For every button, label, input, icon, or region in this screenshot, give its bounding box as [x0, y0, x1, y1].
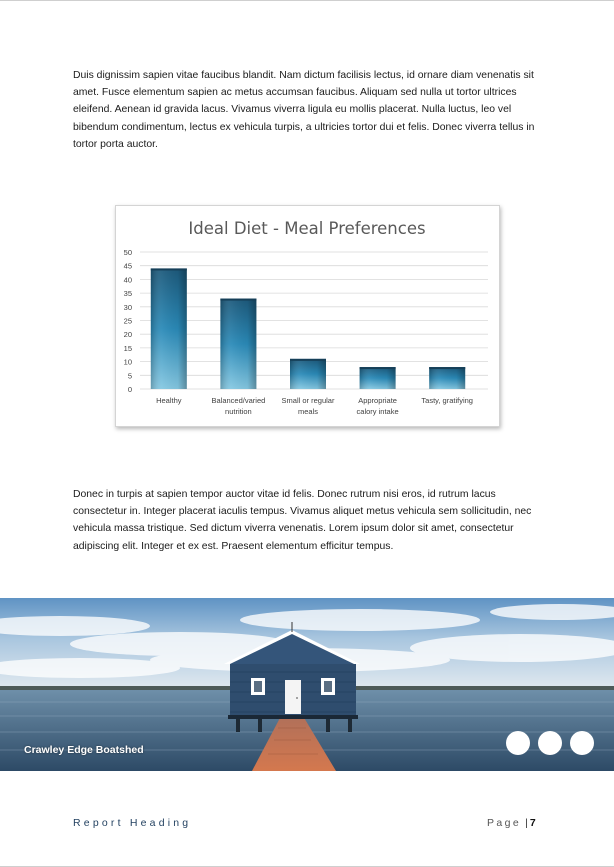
footer-page-number: [487, 817, 536, 829]
chart-y-tick-label: 25: [123, 316, 132, 326]
body-paragraph-2: Donec in turpis at sapien tempor auctor vitae id felis. Donec rutrum nisi eros, id rutrum lacus consectetur in. Integer placerat iaculis tempus. Vivamus aliquet metus vehicula sem sollicitudin, nec vehicula massa tristique. Sed dictum viverra venenatis. Lorem ipsum dolor sit amet, consectetur adipiscing elit. Integer et ex est. Praesent elementum efficitur tempus.: [73, 489, 532, 552]
footer-page-value: 7: [529, 817, 536, 829]
chart-x-tick-label: Appropriate: [358, 396, 397, 405]
chart-y-tick-label: 45: [123, 261, 132, 271]
chart-bar-top: [429, 367, 465, 369]
slide-indicators: [506, 731, 594, 755]
chart-bar-top: [290, 359, 326, 361]
chart-bar-top: [220, 299, 256, 301]
chart-x-tick-label: nutrition: [225, 407, 252, 416]
chart-y-tick-label: 50: [123, 248, 132, 257]
chart-x-tick-label: meals: [297, 407, 319, 416]
bar-chart: [115, 205, 500, 427]
chart-y-tick-label: 20: [123, 330, 132, 340]
photo-caption: Crawley Edge Boatshed: [24, 744, 144, 756]
chart-bars: [151, 268, 465, 389]
chart-x-tick-label: Small or regular: [281, 396, 335, 405]
chart-bar-shade: [151, 268, 187, 389]
slide-dot-3[interactable]: [570, 731, 594, 755]
slide-dot-2[interactable]: [538, 731, 562, 755]
slide-dot-1[interactable]: [506, 731, 530, 755]
bar-chart-svg: [116, 206, 499, 426]
chart-y-tick-label: 0: [127, 385, 132, 394]
chart-bar-top: [151, 268, 187, 270]
chart-x-axis: [156, 396, 473, 416]
chart-y-tick-label: 10: [123, 357, 132, 367]
chart-x-tick-label: Tasty, gratifying: [421, 396, 473, 405]
chart-bar-shade: [429, 367, 465, 389]
chart-bar-shade: [290, 359, 326, 389]
chart-bar-top: [360, 367, 396, 369]
chart-y-tick-label: 5: [127, 371, 132, 381]
chart-title: Ideal Diet - Meal Preferences: [188, 219, 426, 238]
footer-report-heading: Report Heading: [73, 817, 192, 829]
top-rule: [0, 0, 614, 1]
chart-bar-shade: [360, 367, 396, 389]
footer-page-label: Page: [487, 817, 522, 829]
chart-x-tick-label: calory intake: [356, 407, 399, 416]
chart-y-axis: [124, 248, 132, 394]
chart-y-tick-label: 35: [123, 289, 132, 299]
chart-x-tick-label: Balanced/varied: [211, 396, 266, 405]
chart-y-tick-label: 40: [123, 275, 132, 285]
chart-x-tick-label: Healthy: [156, 396, 182, 405]
chart-y-tick-label: 30: [123, 302, 132, 312]
footer-separator: |: [525, 817, 528, 829]
body-paragraph-1: Duis dignissim sapien vitae faucibus blandit. Nam dictum facilisis lectus, id ornare diam venenatis sit amet. Fusce elementum sapien ac metus accumsan faucibus. Aliquam sed nulla ut tortor ultrices eleifend. Aenean id gravida lacus. Vivamus viverra ligula eu mollis placerat. Nulla luctus, leo vel bibendum condimentum, lectus ex vehicula turpis, a ultricies tortor dui et felis. Donec viverra tellus in tortor porta auctor.: [73, 70, 535, 150]
chart-y-tick-label: 15: [123, 343, 132, 353]
chart-bar-shade: [220, 299, 256, 389]
